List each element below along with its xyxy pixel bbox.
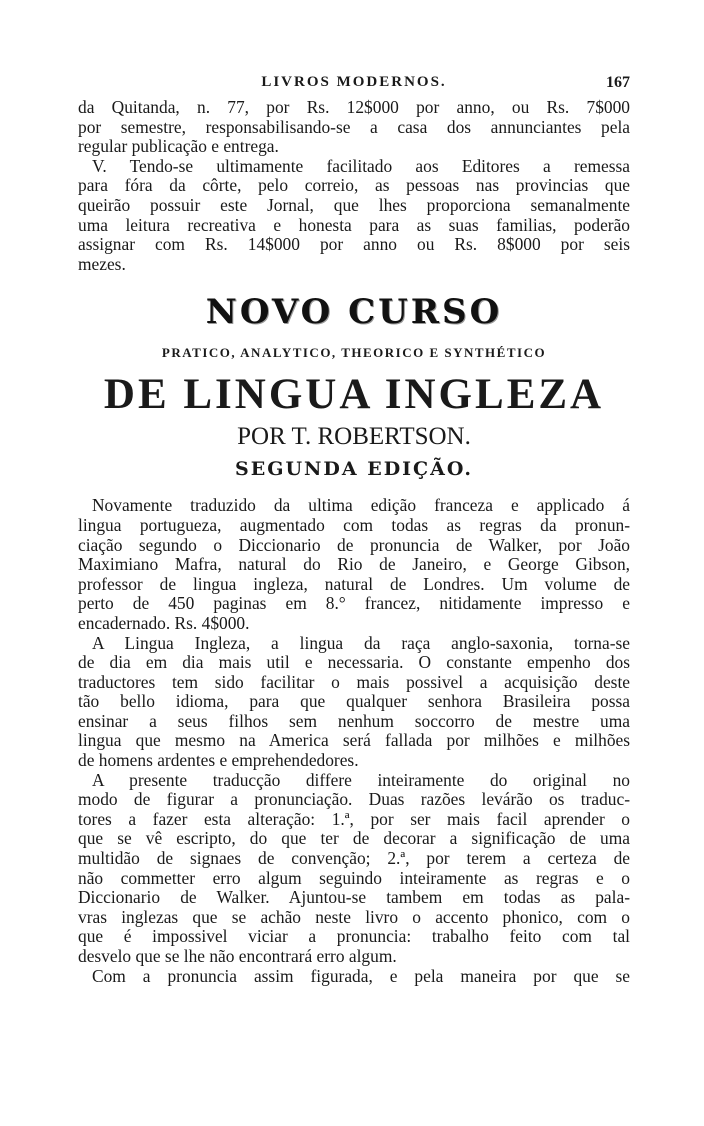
text-line: que se vê escripto, do que ter de decorar a significação de uma [78, 829, 630, 849]
text-line: ciação segundo o Diccionario de pronuncia de Walker, por João [78, 535, 630, 555]
text-line: encadernado. Rs. 4$000. [78, 613, 250, 633]
text-line: Com a pronuncia assim figurada, e pela maneira por que se [92, 966, 630, 986]
text-line: assignar com Rs. 14$000 por anno ou Rs. 8$000 por seis [78, 235, 630, 255]
text-line: para fóra da côrte, pelo correio, as pessoas nas provincias que [78, 176, 630, 196]
body-paragraph-4 [78, 967, 630, 987]
ad-edition: SEGUNDA EDIÇÃO. [235, 458, 473, 481]
text-line: Diccionario de Walker. Ajuntou-se tambem em todas as pala- [78, 888, 630, 908]
text-line: ensinar a seus filhos sem nenhum soccorro de mestre uma [78, 711, 630, 731]
text-line: perto de 450 paginas em 8.° francez, nitidamente impresso e [78, 594, 630, 614]
text-line: de dia em dia mais util e necessaria. O constante empenho dos [78, 653, 630, 673]
text-line: lingua que mesmo na America será fallada por milhões e milhões [78, 731, 630, 751]
text-line: uma leitura recreativa e honesta para as suas familias, poderão [78, 215, 630, 235]
text-line: regular publicação e entrega. [78, 137, 279, 157]
text-line: A Lingua Ingleza, a lingua da raça anglo-saxonia, torna-se [92, 633, 630, 653]
text-line: tão bello idioma, para que qualquer senhora Brasileira possa [78, 692, 630, 712]
text-line: professor de lingua ingleza, natural de Londres. Um volume de [78, 574, 630, 594]
text-line: mezes. [78, 254, 126, 274]
page-number: 167 [606, 74, 630, 91]
running-title: LIVROS MODERNOS. [261, 74, 447, 90]
text-line: vras inglezas que se achão neste livro o accento phonico, com o [78, 907, 630, 927]
text-line: desvelo que se lhe não encontrará erro algum. [78, 947, 397, 966]
ad-heading-novo-curso: NOVO CURSO [205, 292, 503, 333]
text-line: modo de figurar a pronunciação. Duas razões levárão os traduc- [78, 790, 630, 810]
text-line: Novamente traduzido da ultima edição franceza e applicado á [92, 496, 630, 516]
ad-author: POR T. ROBERTSON. [237, 423, 471, 451]
text-line: lingua portugueza, augmentado com todas as regras da pronun- [78, 515, 630, 535]
body-paragraph-3 [78, 771, 630, 967]
text-line: A presente traducção differe inteiramente do original no [92, 770, 630, 790]
text-line: não commetter erro algum seguindo inteiramente as regras e o [78, 868, 630, 888]
text-line: traductores tem sido facilitar o mais possivel a acquisição deste [78, 672, 630, 692]
text-line: de homens ardentes e emprehendedores. [78, 751, 359, 771]
text-line: queirão possuir este Jornal, que lhes proporciona semanalmente [78, 195, 630, 215]
text-line: tores a fazer esta alteração: 1.ª, por ser mais facil aprender o [78, 809, 630, 829]
text-line: V. Tendo-se ultimamente facilitado aos Editores a remessa [92, 156, 630, 176]
text-line: por semestre, responsabilisando-se a casa dos annunciantes pela [78, 117, 630, 137]
book-page [78, 70, 630, 986]
text-line: da Quitanda, n. 77, por Rs. 12$000 por anno, ou Rs. 7$000 [78, 98, 630, 117]
ad-main-title: DE LINGUA INGLEZA [103, 371, 605, 419]
running-header [78, 70, 630, 98]
text-line: Maximiano Mafra, natural do Rio de Janeiro, e George Gibson, [78, 555, 630, 575]
text-line: que é impossivel viciar a pronuncia: trabalho feito com tal [78, 927, 630, 947]
intro-paragraph-1 [78, 98, 630, 157]
body-paragraph-2 [78, 634, 630, 771]
intro-paragraph-2 [78, 157, 630, 275]
ad-subtitle: PRATICO, ANALYTICO, THEORICO E SYNTHÉTICO [161, 345, 547, 361]
text-line: multidão de signaes de convenção; 2.ª, por terem a certeza de [78, 849, 630, 869]
body-paragraph-1 [78, 496, 630, 633]
